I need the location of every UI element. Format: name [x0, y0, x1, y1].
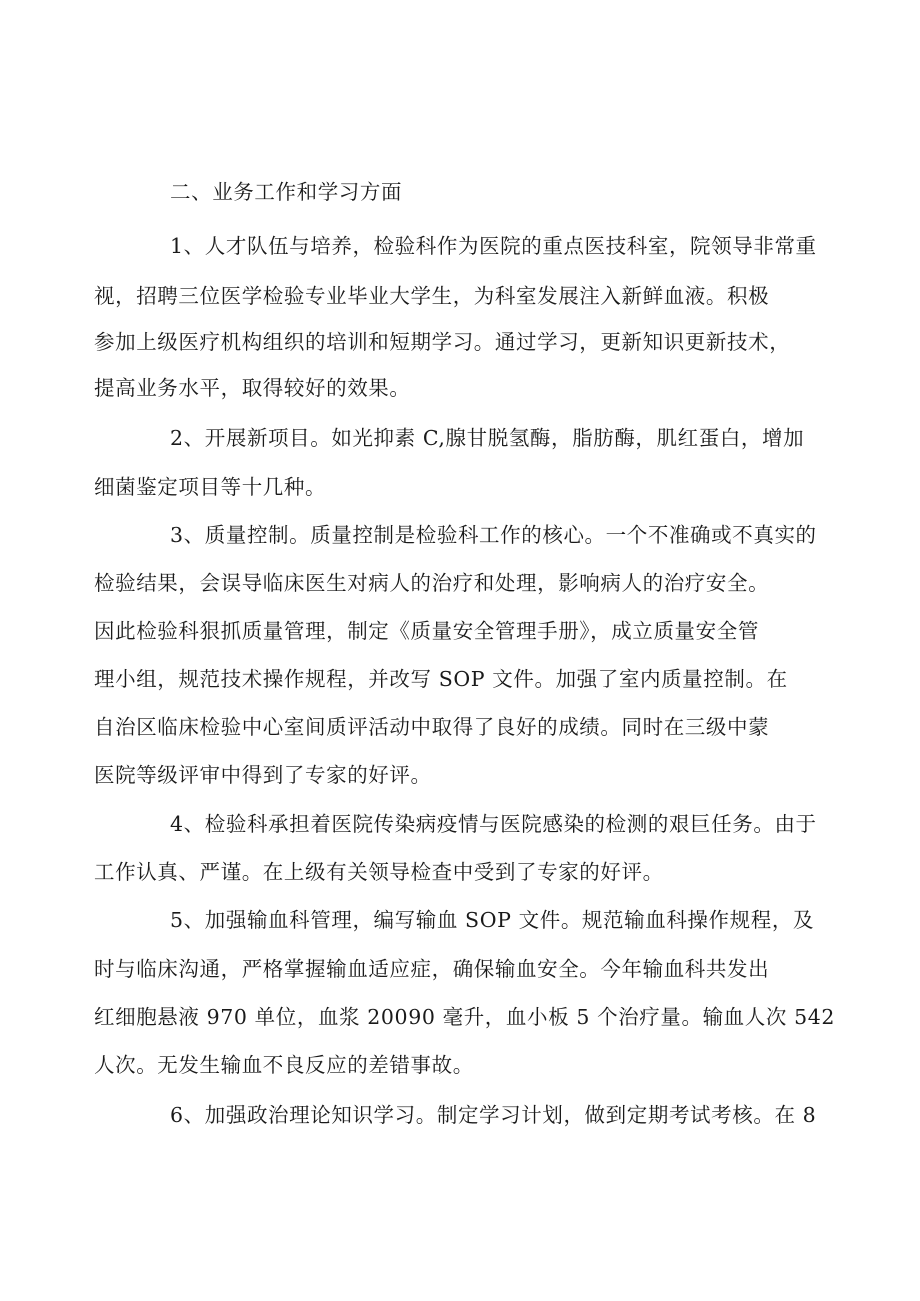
paragraph-4-line-2: 工作认真、严谨。在上级有关领导检查中受到了专家的好评。	[94, 860, 664, 884]
paragraph-1-line-4: 提高业务水平，取得较好的效果。	[94, 376, 411, 400]
paragraph-6-line-1: 6、加强政治理论知识学习。制定学习计划，做到定期考试考核。在 8	[170, 1103, 817, 1127]
paragraph-5-line-4: 人次。无发生输血不良反应的差错事故。	[94, 1053, 474, 1077]
paragraph-1-line-1: 1、人才队伍与培养，检验科作为医院的重点医技科室，院领导非常重	[170, 234, 817, 258]
paragraph-3-line-6: 医院等级评审中得到了专家的好评。	[94, 763, 432, 787]
paragraph-3-line-5: 自治区临床检验中心室间质评活动中取得了良好的成绩。同时在三级中蒙	[94, 715, 770, 739]
paragraph-5-line-3: 红细胞悬液 970 单位，血浆 20090 毫升，血小板 5 个治疗量。输血人次 542	[94, 1005, 836, 1029]
paragraph-3-line-3: 因此检验科狠抓质量管理，制定《质量安全管理手册》，成立质量安全管	[94, 619, 759, 643]
paragraph-2-line-1: 2、开展新项目。如光抑素 C,腺甘脱氢酶，脂肪酶，肌红蛋白，增加	[170, 426, 805, 450]
paragraph-3-line-4: 理小组，规范技术操作规程，并改写 SOP 文件。加强了室内质量控制。在	[94, 667, 788, 691]
paragraph-3-line-2: 检验结果，会误导临床医生对病人的治疗和处理，影响病人的治疗安全。	[94, 571, 770, 595]
paragraph-1-line-3: 参加上级医疗机构组织的培训和短期学习。通过学习，更新知识更新技术，	[94, 330, 791, 354]
paragraph-5-line-1: 5、加强输血科管理，编写输血 SOP 文件。规范输血科操作规程，及	[170, 908, 815, 932]
paragraph-2-line-2: 细菌鉴定项目等十几种。	[94, 475, 327, 499]
section-heading: 二、业务工作和学习方面	[170, 180, 403, 204]
paragraph-1-line-2: 视，招聘三位医学检验专业毕业大学生，为科室发展注入新鲜血液。积极	[94, 284, 770, 308]
paragraph-3-line-1: 3、质量控制。质量控制是检验科工作的核心。一个不准确或不真实的	[170, 523, 817, 547]
paragraph-4-line-1: 4、检验科承担着医院传染病疫情与医院感染的检测的艰巨任务。由于	[170, 812, 817, 836]
paragraph-5-line-2: 时与临床沟通，严格掌握输血适应症，确保输血安全。今年输血科共发出	[94, 957, 770, 981]
